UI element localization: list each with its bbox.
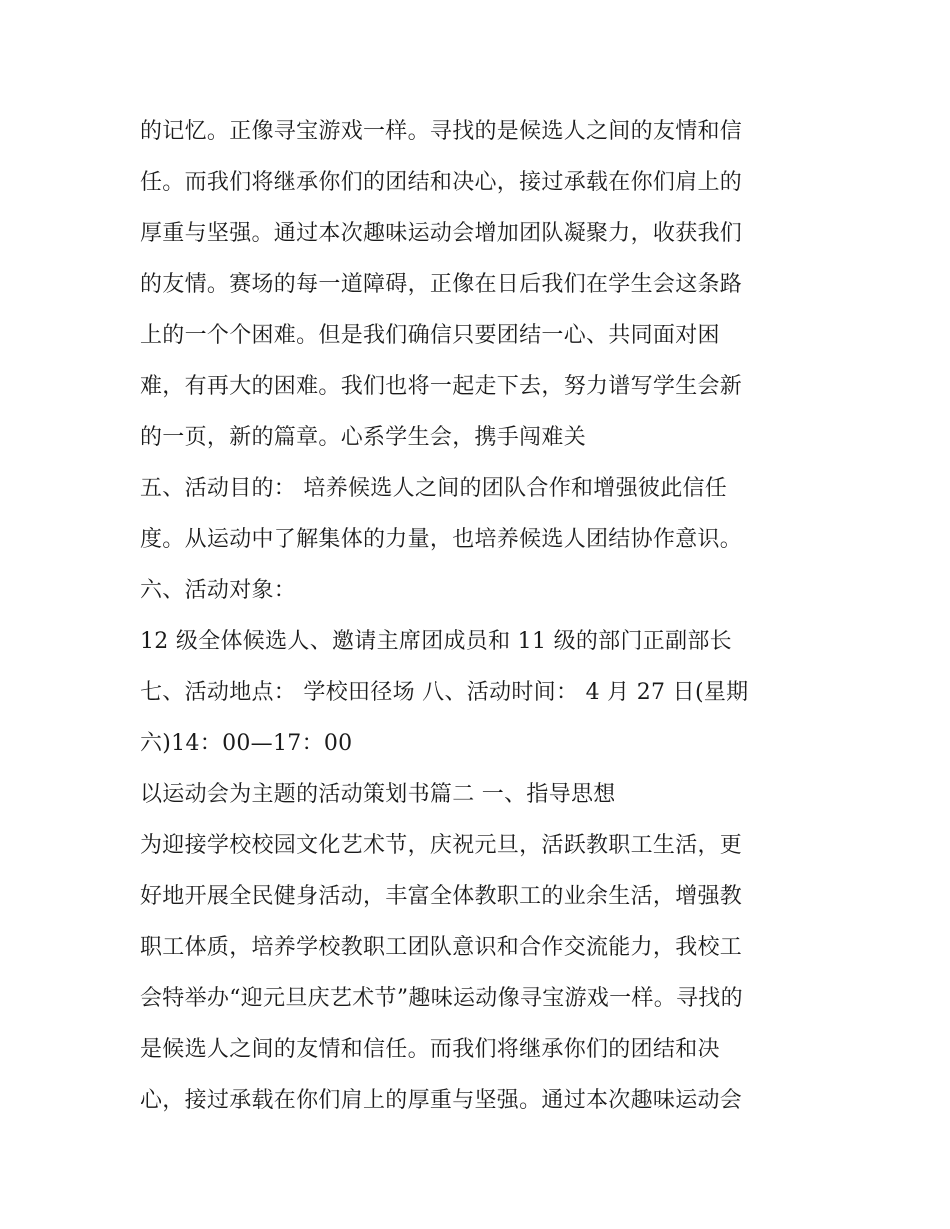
text-line: 12 级全体候选人、邀请主席团成员和 11 级的部门正副部长: [140, 629, 732, 654]
text-line: 心，接过承载在你们肩上的厚重与坚强。通过本次趣味运动会: [140, 1088, 743, 1113]
text-line: 的记忆。正像寻宝游戏一样。寻找的是候选人之间的友情和信: [140, 119, 743, 144]
text-line: 任。而我们将继承你们的团结和决心，接过承载在你们肩上的: [140, 170, 743, 195]
text-line: 会特举办“迎元旦庆艺术节”趣味运动像寻宝游戏一样。寻找的: [140, 986, 743, 1011]
text-line: 好地开展全民健身活动，丰富全体教职工的业余生活，增强教: [140, 884, 743, 909]
text-line: 的友情。赛场的每一道障碍，正像在日后我们在学生会这条路: [140, 272, 743, 297]
text-line: 六)14：00—17：00: [140, 731, 353, 756]
text-line: 度。从运动中了解集体的力量，也培养候选人团结协作意识。: [140, 527, 743, 552]
text-line: 职工体质，培养学校教职工团队意识和合作交流能力，我校工: [140, 935, 743, 960]
document-body: [140, 106, 820, 1126]
text-line: 难，有再大的困难。我们也将一起走下去，努力谱写学生会新: [140, 374, 743, 399]
section-heading-activity-target: 六、活动对象：: [140, 578, 297, 603]
text-line: 厚重与坚强。通过本次趣味运动会增加团队凝聚力，收获我们: [140, 221, 743, 246]
section-heading-plan-two: 以运动会为主题的活动策划书篇二 一、指导思想: [140, 782, 616, 807]
section-heading-activity-location-time: 七、活动地点： 学校田径场 八、活动时间： 4 月 27 日(星期: [140, 680, 749, 705]
text-line: 的一页，新的篇章。心系学生会，携手闯难关: [140, 425, 587, 450]
text-line: 是候选人之间的友情和信任。而我们将继承你们的团结和决: [140, 1037, 720, 1062]
text-line: 为迎接学校校园文化艺术节，庆祝元旦，活跃教职工生活，更: [140, 833, 743, 858]
section-heading-activity-purpose: 五、活动目的： 培养候选人之间的团队合作和增强彼此信任: [140, 476, 728, 501]
text-line: 上的一个个困难。但是我们确信只要团结一心、共同面对困: [140, 323, 720, 348]
